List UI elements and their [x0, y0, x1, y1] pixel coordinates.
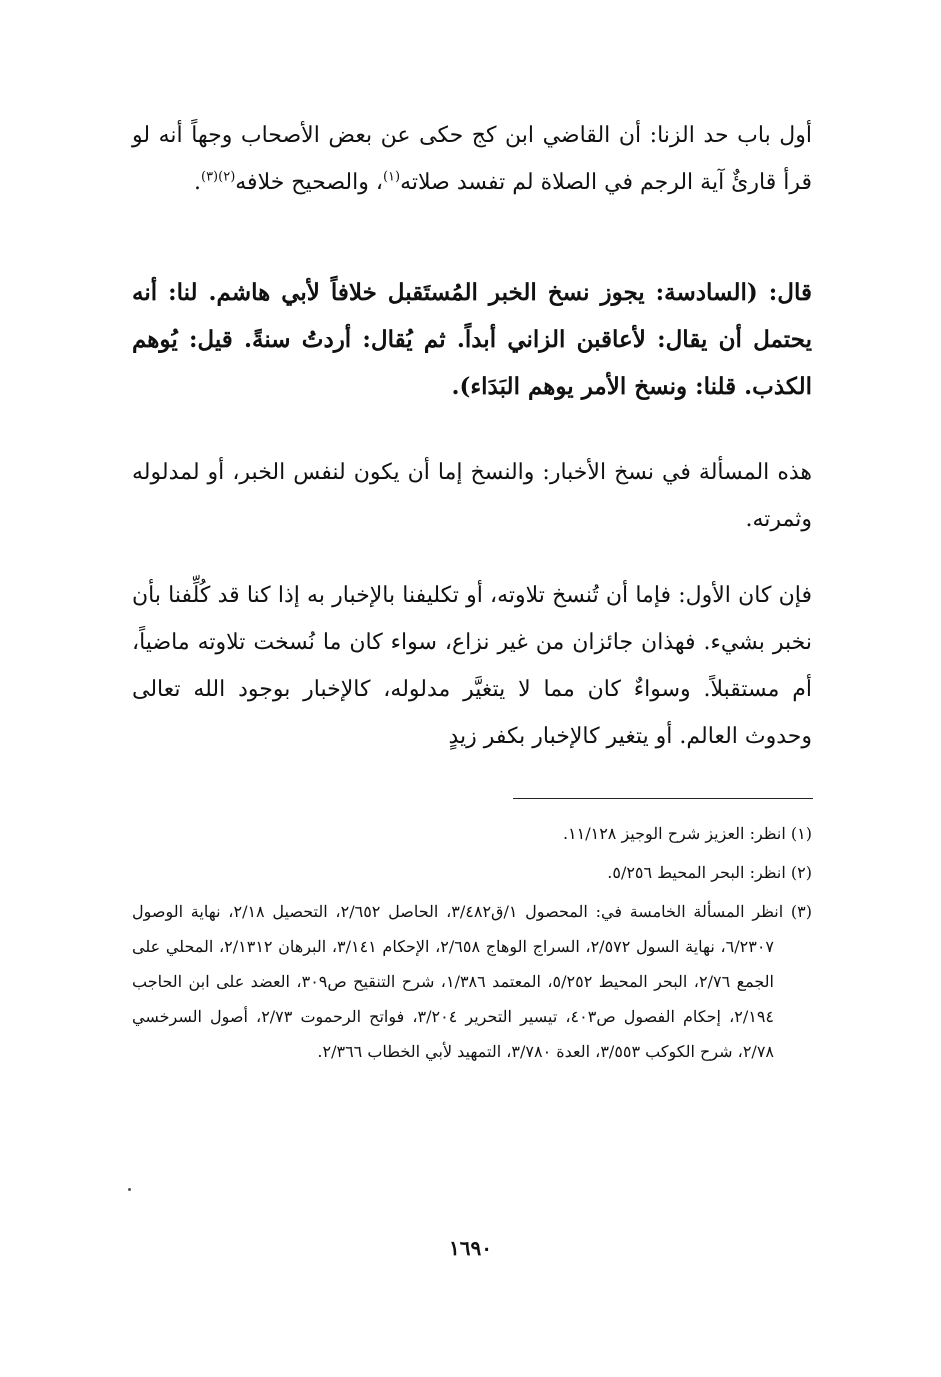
- paragraph-1-end: .: [193, 170, 201, 195]
- paragraph-3: هذه المسألة في نسخ الأخبار: والنسخ إما أن يكون لنفس الخبر، أو لمدلوله وثمرته.: [132, 460, 812, 532]
- footnote-separator: [513, 798, 813, 799]
- page-number: ١٦٩٠: [449, 1236, 492, 1260]
- paragraph-1-text: أول باب حد الزنا: أن القاضي ابن كج حكى عن بعض الأصحاب وجهاً أنه لو قرأ قارئٌ آية الرجم في الصلاة لم تفسد صلاته: [132, 123, 812, 195]
- paragraph-1-text-cont: ، والصحيح خلافه: [235, 170, 383, 195]
- footnote-1: (١) انظر: العزيز شرح الوجيز ١١/١٢٨.: [562, 824, 812, 843]
- footnote-ref-2-3: (٢)(٣): [200, 169, 236, 185]
- paragraph-1: [132, 112, 812, 206]
- paragraph-2-matn: قال: (السادسة: يجوز نسخ الخبر المُستَقبل خلافاً لأبي هاشم. لنا: أنه يحتمل أن يقال: لأعاقبن الزاني أبداً. ثم يُقال: أردتُ سنةً. قيل: يُوهم الكذب. قلنا: ونسخ الأمر يوهم البَدَاء).: [132, 279, 812, 400]
- paragraph-4: فإن كان الأول: فإما أن تُنسخ تلاوته، أو تكليفنا بالإخبار به إذا كنا قد كُلِّفنا بأن نخبر بشيء. فهذان جائزان من غير نزاع، سواء كان ما نُسخت تلاوته ماضياً، أم مستقبلاً. وسواءٌ كان مما لا يتغيَّر مدلوله، كالإخبار بوجود الله تعالى وحدوث العالم. أو يتغير كالإخبار بكفر زيدٍ: [132, 583, 812, 749]
- footnote-2: (٢) انظر: البحر المحيط ٥/٢٥٦.: [607, 863, 812, 882]
- footnotes-section: [132, 816, 812, 1073]
- scan-speck: [128, 1188, 131, 1191]
- footnote-ref-1: (١): [382, 169, 401, 185]
- footnote-3: (٣) انظر المسألة الخامسة في: المحصول ١/ق٣/٤٨٢، الحاصل ٢/٦٥٢، التحصيل ٢/١٨، نهاية الوصول ٦/٢٣٠٧، نهاية السول ٢/٥٧٢، السراج الوهاج ٢/٦٥٨، الإحكام ٣/١٤١، البرهان ٢/١٣١٢، المحلي على الجمع ٢/٧٦، البحر المحيط ٥/٢٥٢، المعتمد ١/٣٨٦، شرح التنقيح ص٣٠٩، العضد على ابن الحاجب ٢/١٩٤، إحكام الفصول ص٤٠٣، تيسير التحرير ٣/٢٠٤، فواتح الرحموت ٢/٧٣، أصول السرخسي ٢/٧٨، شرح الكوكب ٣/٥٥٣، العدة ٣/٧٨٠، التمهيد لأبي الخطاب ٢/٣٦٦.: [132, 902, 813, 1061]
